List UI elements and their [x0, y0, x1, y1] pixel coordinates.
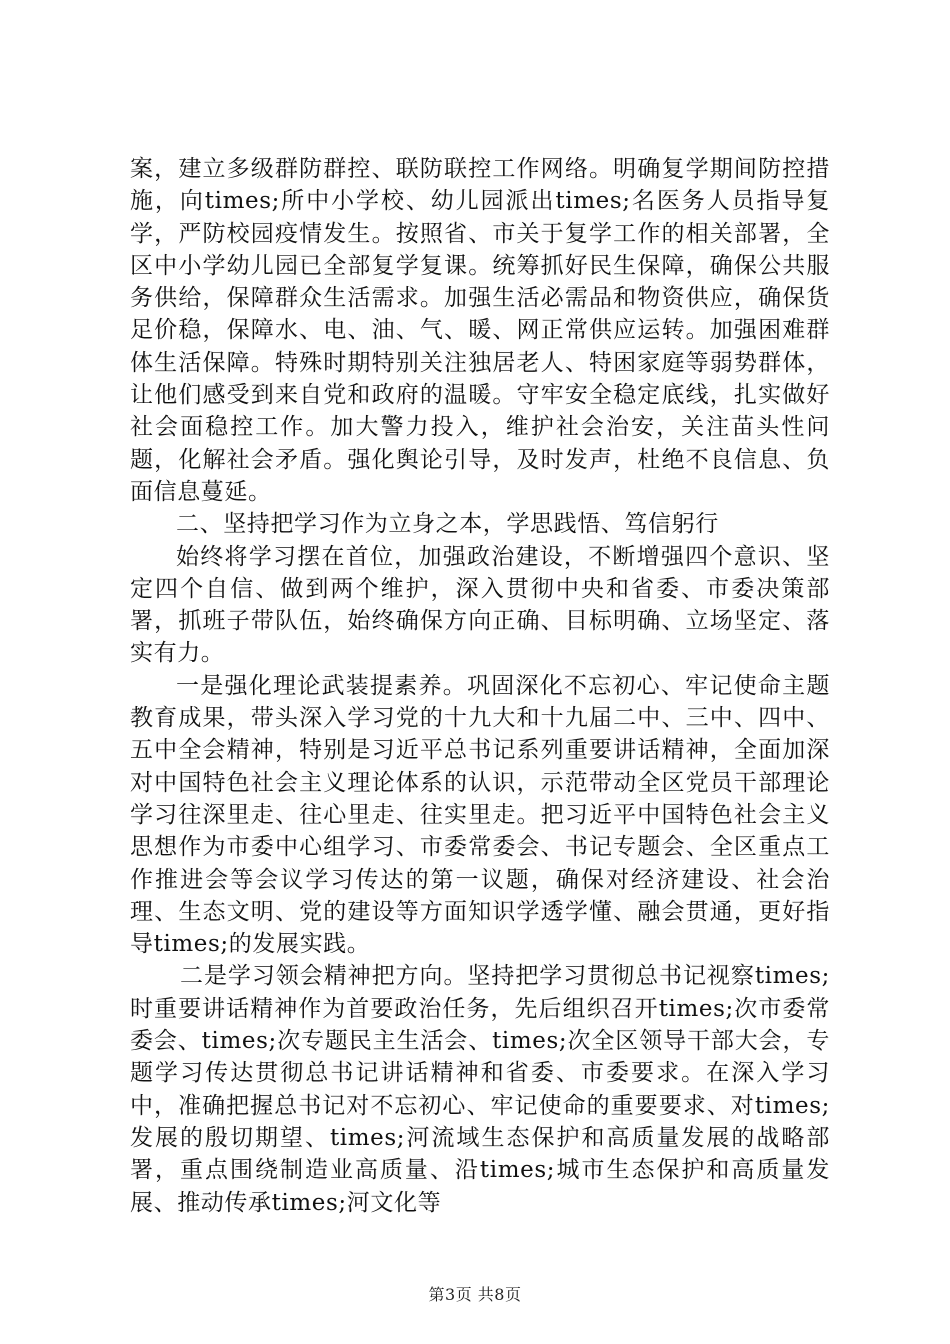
paragraph-intro: 始终将学习摆在首位，加强政治建设，不断增强四个意识、坚定四个自信、做到两个维护，深入贯彻中央和省委、市委决策部署，抓班子带队伍，始终确保方向正确、目标明确、立场坚定、落实有力。: [130, 543, 830, 667]
paragraph-spirit-study: 二是学习领会精神把方向。坚持把学习贯彻总书记视察times;时重要讲话精神作为首要政治任务，先后组织召开times;次市委常委会、times;次专题民主生活会、times;次全区领导干部大会，专题学习传达贯彻总书记讲话精神和省委、市委要求。在深入学习中，准确把握总书记对不忘初心、牢记使命的重要要求、对times;发展的殷切期望、times;河流域生态保护和高质量发展的战略部署，重点围绕制造业高质量、沿times;城市生态保护和高质量发展、推动传承times;河文化等: [130, 963, 830, 1216]
section-heading: 二、坚持把学习作为立身之本，学思践悟、笃信躬行: [176, 511, 719, 538]
document-body: [130, 153, 830, 1219]
paragraph-theory-study: 一是强化理论武装提素养。巩固深化不忘初心、牢记使命主题教育成果，带头深入学习党的十九大和十九届二中、三中、四中、五中全会精神，特别是习近平总书记系列重要讲话精神，全面加深对中国特色社会主义理论体系的认识，示范带动全区党员干部理论学习往深里走、往心里走、往实里走。把习近平中国特色社会主义思想作为市委中心组学习、市委常委会、书记专题会、全区重点工作推进会等会议学习传达的第一议题，确保对经济建设、社会治理、生态文明、党的建设等方面知识学透学懂、融会贯通，更好指导times;的发展实践。: [130, 672, 830, 958]
page-footer: 第3页 共8页: [428, 1285, 522, 1304]
paragraph-continuation: 案，建立多级群防群控、联防联控工作网络。明确复学期间防控措施，向times;所中小学校、幼儿园派出times;名医务人员指导复学，严防校园疫情发生。按照省、市关于复学工作的相关部署，全区中小学幼儿园已全部复学复课。统筹抓好民生保障，确保公共服务供给，保障群众生活需求。加强生活必需品和物资供应，确保货足价稳，保障水、电、油、气、暖、网正常供应运转。加强困难群体生活保障。特殊时期特别关注独居老人、特困家庭等弱势群体，让他们感受到来自党和政府的温暖。守牢安全稳定底线，扎实做好社会面稳控工作。加大警力投入，维护社会治安，关注苗头性问题，化解社会矛盾。强化舆论引导，及时发声，杜绝不良信息、负面信息蔓延。: [130, 156, 830, 505]
